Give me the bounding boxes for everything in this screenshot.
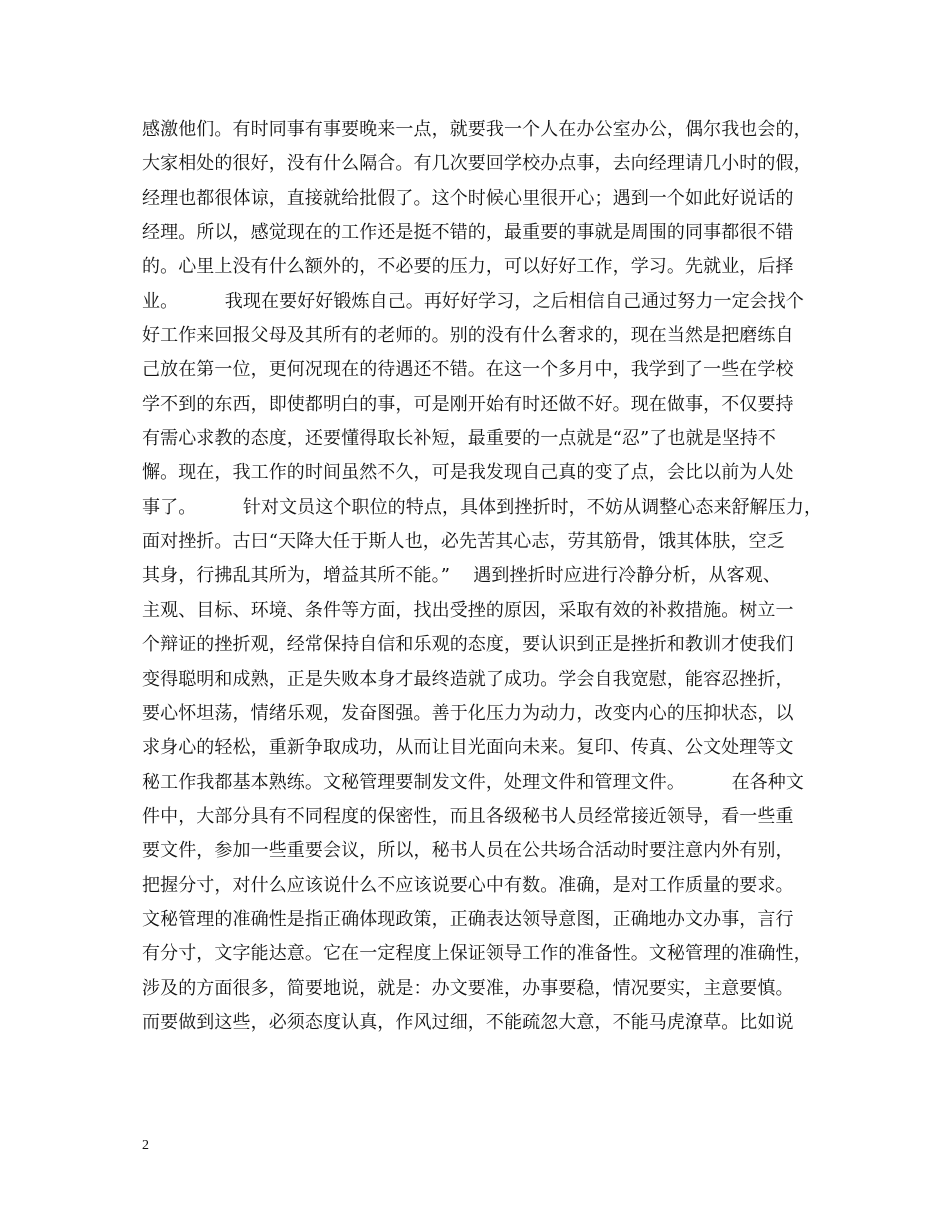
text-line: 面对挫折。古曰“天降大任于斯人也，必先苦其心志，劳其筋骨，饿其体肤，空乏 (142, 531, 785, 553)
text-line: 有分寸，文字能达意。它在一定程度上保证领导工作的准备性。文秘管理的准确性， (142, 943, 812, 965)
text-line: 经理。所以，感觉现在的工作还是挺不错的，最重要的事就是周围的同事都很不错 (142, 222, 794, 244)
text-line: 业。 我现在要好好锻炼自己。再好好学习，之后相信自己通过努力一定会找个 (142, 290, 804, 312)
text-line: 懈。现在，我工作的时间虽然不久，可是我发现自己真的变了点，会比以前为人处 (142, 462, 794, 484)
text-line: 学不到的东西，即使都明白的事，可是刚开始有时还做不好。现在做事，不仅要持 (142, 393, 794, 415)
text-line: 秘工作我都基本熟练。文秘管理要制发文件，处理文件和管理文件。 在各种文 (142, 771, 804, 793)
text-line: 要心怀坦荡，情绪乐观，发奋图强。善于化压力为动力，改变内心的压抑状态，以 (142, 702, 794, 724)
text-line: 个辩证的挫折观，经常保持自信和乐观的态度，要认识到正是挫折和教训才使我们 (142, 634, 794, 656)
text-line: 而要做到这些，必须态度认真，作风过细，不能疏忽大意，不能马虎潦草。比如说 (142, 1011, 794, 1033)
text-line: 其身，行拂乱其所为，增益其所不能。” 遇到挫折时应进行冷静分析，从客观、 (142, 565, 781, 587)
text-line: 有需心求教的态度，还要懂得取长补短，最重要的一点就是“忍”了也就是坚持不 (142, 428, 777, 450)
text-line: 变得聪明和成熟，正是失败本身才最终造就了成功。学会自我宽慰，能容忍挫折， (142, 668, 794, 690)
text-line: 求身心的轻松，重新争取成功，从而让目光面向未来。复印、传真、公文处理等文 (142, 737, 794, 759)
body-text (142, 113, 823, 1040)
text-line: 好工作来回报父母及其所有的老师的。别的没有什么奢求的，现在当然是把磨练自 (142, 325, 794, 347)
text-line: 涉及的方面很多，简要地说，就是：办文要准，办事要稳，情况要实，主意要慎。 (142, 977, 794, 999)
text-line: 己放在第一位，更何况现在的待遇还不错。在这一个多月中，我学到了一些在学校 (142, 359, 794, 381)
text-line: 感激他们。有时同事有事要晚来一点，就要我一个人在办公室办公，偶尔我也会的， (142, 119, 812, 140)
text-line: 要文件，参加一些重要会议，所以，秘书人员在公共场合活动时要注意内外有别， (142, 840, 794, 862)
text-line: 的。心里上没有什么额外的，不必要的压力，可以好好工作，学习。先就业，后择 (142, 256, 794, 278)
text-line: 主观、目标、环境、条件等方面，找出受挫的原因，采取有效的补救措施。树立一 (142, 599, 794, 621)
text-line: 经理也都很体谅，直接就给批假了。这个时候心里很开心；遇到一个如此好说话的 (142, 187, 794, 209)
text-line: 事了。 针对文员这个职位的特点，具体到挫折时，不妨从调整心态来舒解压力， (142, 496, 823, 518)
text-line: 文秘管理的准确性是指正确体现政策，正确表达领导意图，正确地办文办事，言行 (142, 908, 794, 930)
text-line: 件中，大部分具有不同程度的保密性，而且各级秘书人员经常接近领导，看一些重 (142, 805, 794, 827)
text-line: 大家相处的很好，没有什么隔合。有几次要回学校办点事，去向经理请几小时的假， (142, 153, 812, 175)
page-number: 2 (142, 1138, 149, 1153)
text-line: 把握分寸，对什么应该说什么不应该说要心中有数。准确，是对工作质量的要求。 (142, 874, 794, 896)
